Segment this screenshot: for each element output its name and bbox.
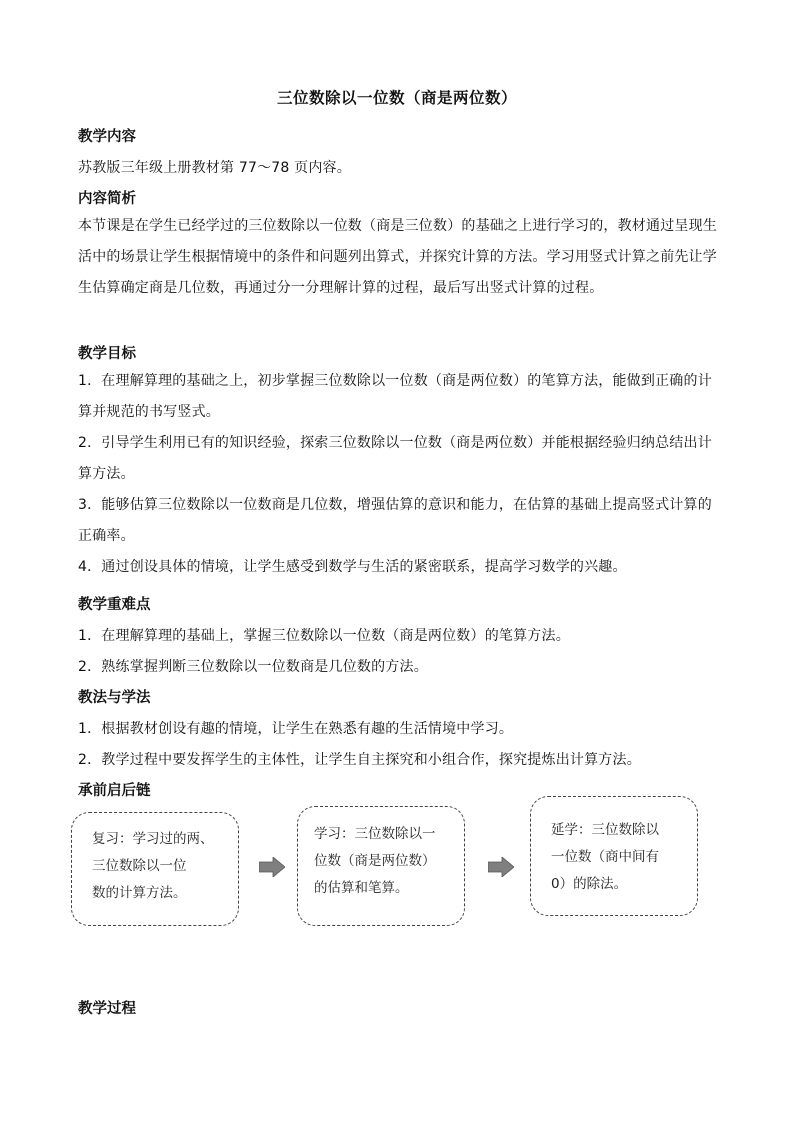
chain-box-review	[71, 812, 239, 926]
chain-box-review-line-3: 数的计算方法。	[92, 885, 187, 901]
heading-teaching-process: 教学过程	[78, 1001, 136, 1017]
right-arrow-icon	[259, 857, 285, 877]
chain-box-review-line-2: 三位数除以一位	[92, 858, 187, 874]
key-point-item-2: 2．熟练掌握判断三位数除以一位数商是几位数的方法。	[78, 659, 428, 675]
chain-box-extension-line-1: 延学：三位数除以	[551, 822, 659, 838]
method-item-1: 1．根据教材创设有趣的情境，让学生在熟悉有趣的生活情境中学习。	[78, 721, 514, 737]
chain-box-learning-line-3: 的估算和笔算。	[314, 880, 409, 896]
chain-box-extension	[530, 796, 698, 916]
goal-item-4: 4．通过创设具体的情境，让学生感受到数学与生活的紧密联系，提高学习数学的兴趣。	[78, 559, 627, 575]
goal-item-3: 3．能够估算三位数除以一位数商是几位数，增强估算的意识和能力，在估算的基础上提高竖式计算的正确率。	[78, 497, 712, 544]
goal-item-2: 2．引导学生利用已有的知识经验，探索三位数除以一位数（商是两位数）并能根据经验归纳总结出计算方法。	[78, 435, 712, 482]
right-arrow-icon	[488, 857, 514, 877]
chain-box-learning	[297, 806, 465, 926]
heading-teaching-content: 教学内容	[78, 129, 136, 145]
chain-box-learning-line-2: 位数（商是两位数）	[314, 853, 436, 869]
heading-content-analysis: 内容简析	[78, 191, 136, 207]
content-analysis-text: 本节课是在学生已经学过的三位数除以一位数（商是三位数）的基础之上进行学习的，教材通过呈现生活中的场景让学生根据情境中的条件和问题列出算式，并探究计算的方法。学习用竖式计算之前先让学生估算确定商是几位数，再通过分一分理解计算的过程，最后写出竖式计算的过程。	[78, 218, 717, 296]
heading-methods: 教法与学法	[78, 690, 151, 706]
key-point-item-1: 1．在理解算理的基础上，掌握三位数除以一位数（商是两位数）的笔算方法。	[78, 628, 570, 644]
heading-key-points: 教学重难点	[78, 597, 151, 613]
document-title: 三位数除以一位数（商是两位数）	[276, 89, 517, 107]
chain-box-learning-line-1: 学习：三位数除以一	[314, 826, 436, 842]
chain-box-review-line-1: 复习：学习过的两、	[92, 831, 214, 847]
chain-box-extension-line-2: 一位数（商中间有	[551, 849, 659, 865]
chain-box-extension-line-3: 0）的除法。	[551, 876, 628, 892]
method-item-2: 2．教学过程中要发挥学生的主体性，让学生自主探究和小组合作，探究提炼出计算方法。	[78, 752, 641, 768]
heading-learning-chain: 承前启后链	[78, 783, 151, 799]
teaching-content-text: 苏教版三年级上册教材第 77～78 页内容。	[78, 160, 351, 176]
heading-teaching-goals: 教学目标	[78, 346, 136, 362]
goal-item-1: 1．在理解算理的基础之上，初步掌握三位数除以一位数（商是两位数）的笔算方法，能做到正确的计算并规范的书写竖式。	[78, 373, 712, 420]
